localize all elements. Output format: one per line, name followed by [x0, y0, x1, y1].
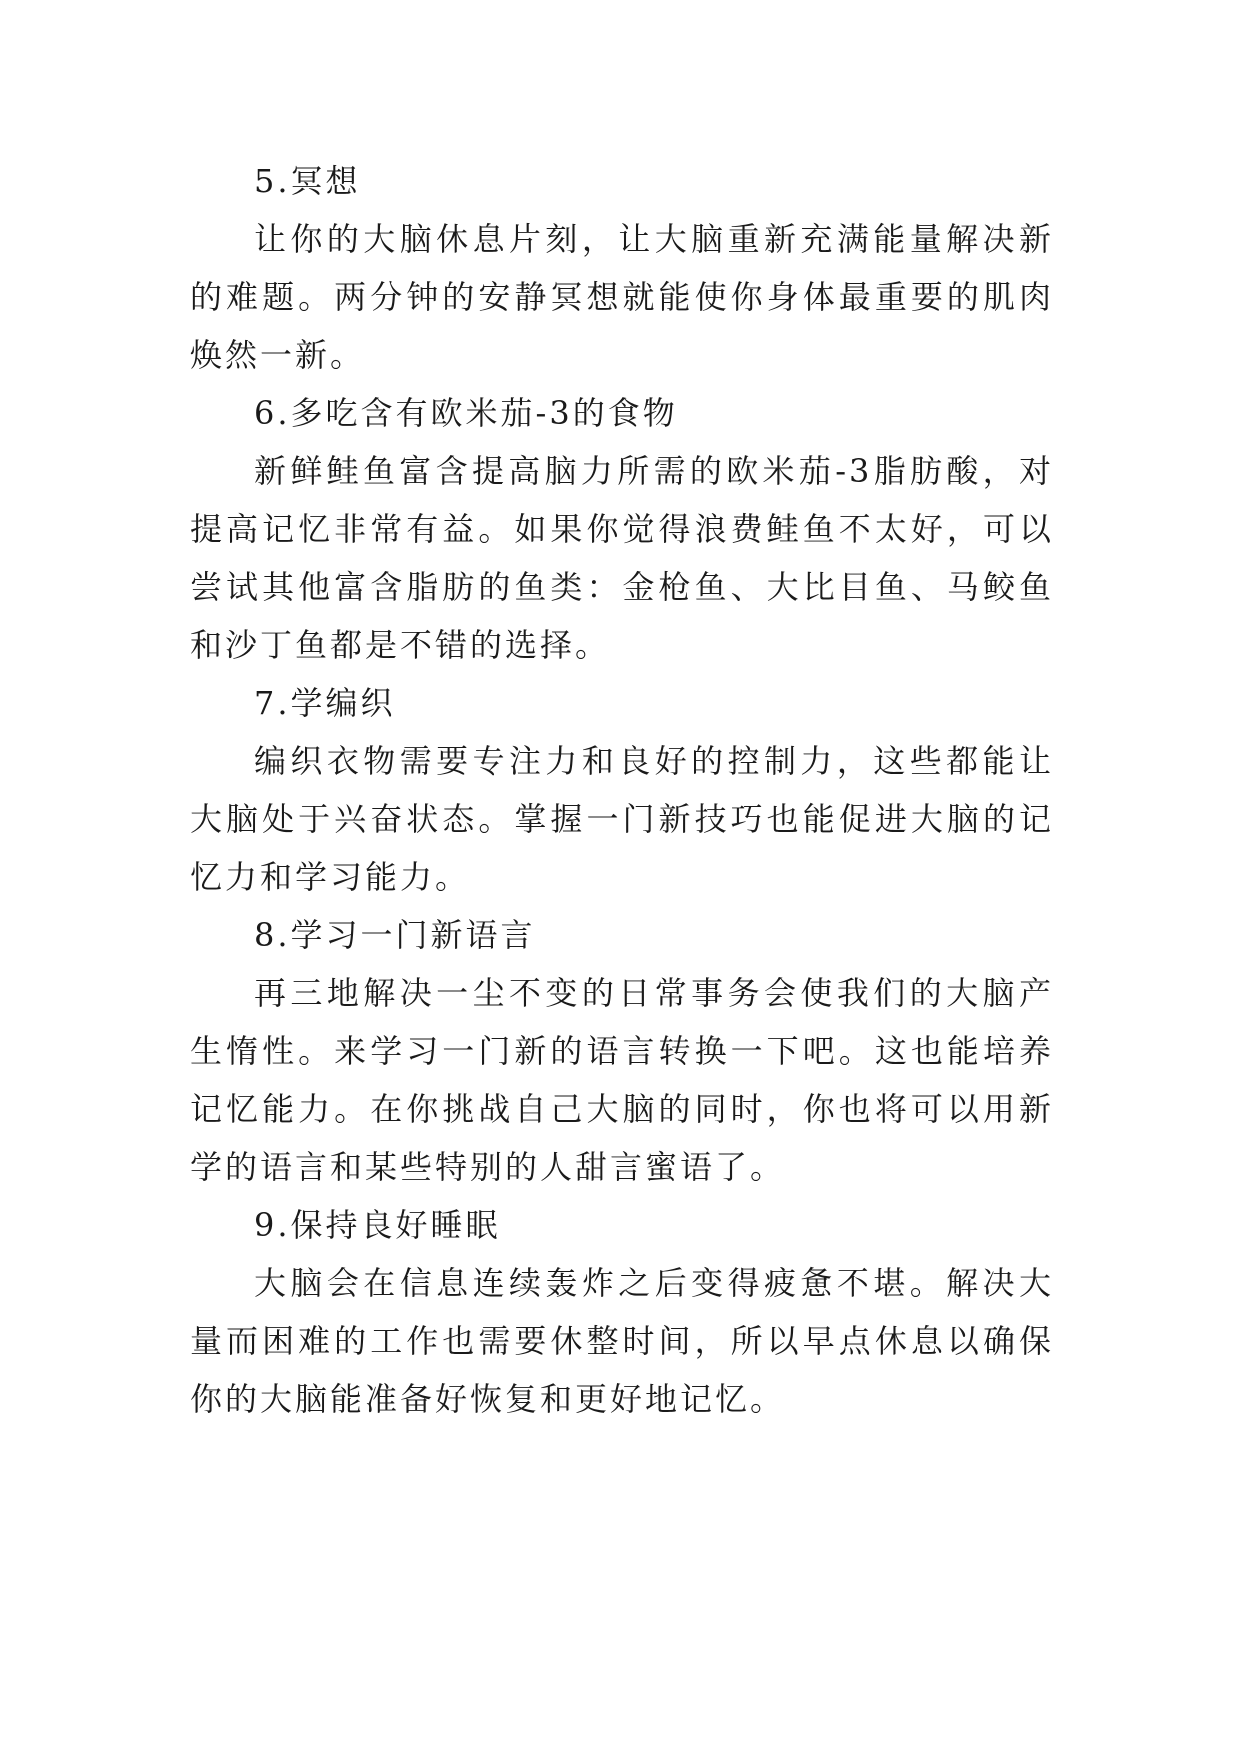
heading-new-language: 8.学习一门新语言	[254, 916, 536, 954]
heading-omega-3: 6.多吃含有欧米茄-3的食物	[254, 394, 678, 432]
paragraph-new-language: 再三地解决一尘不变的日常事务会使我们的大脑产生惰性。来学习一门新的语言转换一下吧。这也能培养记忆能力。在你挑战自己大脑的同时，你也将可以用新学的语言和某些特别的人甜言蜜语了。	[190, 974, 1054, 1186]
heading-meditation: 5.冥想	[254, 162, 361, 200]
document-body	[190, 152, 1054, 1428]
paragraph-meditation: 让你的大脑休息片刻，让大脑重新充满能量解决新的难题。两分钟的安静冥想就能使你身体最重要的肌肉焕然一新。	[190, 220, 1054, 374]
paragraph-knitting: 编织衣物需要专注力和良好的控制力，这些都能让大脑处于兴奋状态。掌握一门新技巧也能促进大脑的记忆力和学习能力。	[190, 742, 1054, 896]
paragraph-omega-3: 新鲜鲑鱼富含提高脑力所需的欧米茄-3脂肪酸，对提高记忆非常有益。如果你觉得浪费鲑鱼不太好，可以尝试其他富含脂肪的鱼类：金枪鱼、大比目鱼、马鲛鱼和沙丁鱼都是不错的选择。	[190, 452, 1054, 664]
heading-sleep: 9.保持良好睡眠	[254, 1206, 501, 1244]
paragraph-sleep: 大脑会在信息连续轰炸之后变得疲惫不堪。解决大量而困难的工作也需要休整时间，所以早点休息以确保你的大脑能准备好恢复和更好地记忆。	[190, 1264, 1054, 1418]
heading-knitting: 7.学编织	[254, 684, 396, 722]
